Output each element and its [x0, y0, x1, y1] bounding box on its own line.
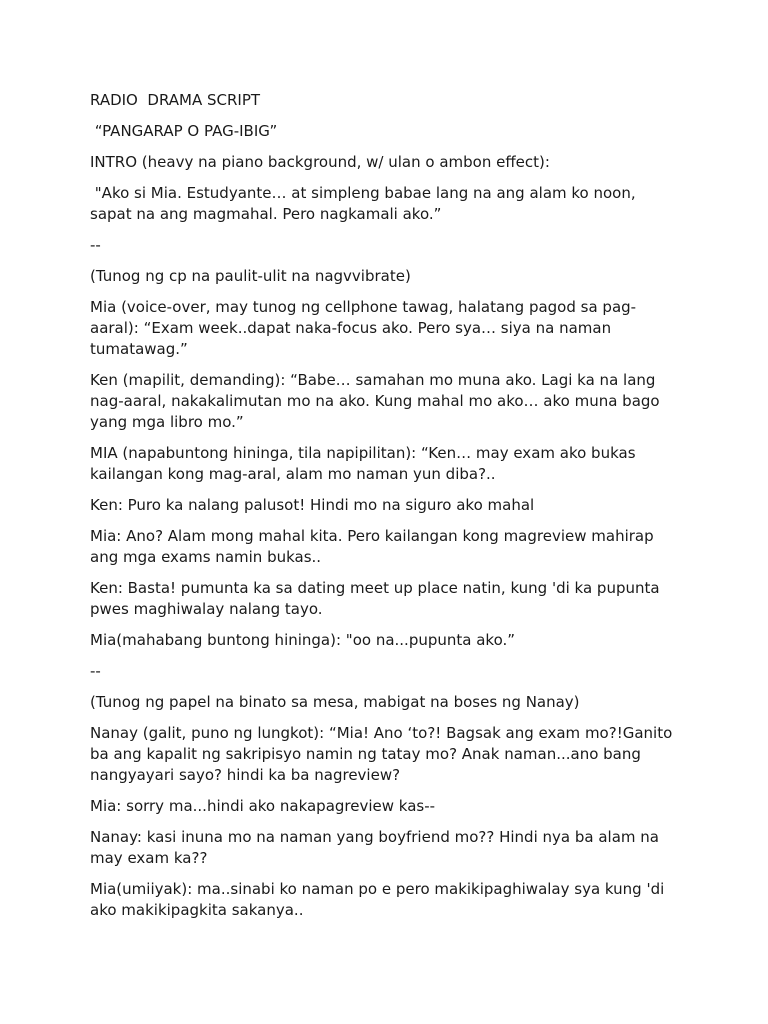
script-paragraph: MIA (napabuntong hininga, tila napipilitan): “Ken… may exam ako bukas kailangan kong mag-aral, alam mo naman yun diba?.. — [90, 444, 641, 483]
script-paragraph: (Tunog ng papel na binato sa mesa, mabigat na boses ng Nanay) — [90, 693, 580, 711]
scene-separator: -- — [90, 236, 101, 254]
script-paragraph: "Ako si Mia. Estudyante… at simpleng babae lang na ang alam ko noon, sapat na ang magmahal. Pero nagkamali ako.” — [90, 184, 641, 223]
script-paragraph: Mia: sorry ma...hindi ako nakapagreview kas-- — [90, 797, 436, 815]
script-body — [90, 90, 680, 931]
script-paragraph: INTRO (heavy na piano background, w/ ulan o ambon effect): — [90, 153, 550, 171]
script-paragraph: Mia(umiiyak): ma..sinabi ko naman po e pero makikipaghiwalay sya kung 'di ako makikipagkita sakanya.. — [90, 880, 670, 919]
script-paragraph: Ken: Puro ka nalang palusot! Hindi mo na siguro ako mahal — [90, 496, 535, 514]
script-paragraph: Mia: Ano? Alam mong mahal kita. Pero kailangan kong magreview mahirap ang mga exams namin bukas.. — [90, 527, 659, 566]
script-paragraph: Ken: Basta! pumunta ka sa dating meet up place natin, kung 'di ka pupunta pwes maghiwalay nalang tayo. — [90, 579, 665, 618]
scene-separator: -- — [90, 662, 101, 680]
script-paragraph: Nanay: kasi inuna mo na naman yang boyfriend mo?? Hindi nya ba alam na may exam ka?? — [90, 828, 664, 867]
script-paragraph: Nanay (galit, puno ng lungkot): “Mia! Ano ‘to?! Bagsak ang exam mo?!Ganito ba ang kapalit ng sakripisyo namin ng tatay mo? Anak naman...ano bang nangyayari sayo? hindi ka ba nagreview? — [90, 724, 678, 784]
script-paragraph: Mia(mahabang buntong hininga): "oo na...pupunta ako.” — [90, 631, 516, 649]
script-title: RADIO DRAMA SCRIPT — [90, 91, 261, 109]
script-subtitle: “PANGARAP O PAG-IBIG” — [90, 122, 278, 140]
script-paragraph: (Tunog ng cp na paulit-ulit na nagvvibrate) — [90, 267, 411, 285]
script-paragraph: Ken (mapilit, demanding): “Babe… samahan mo muna ako. Lagi ka na lang nag-aaral, nakakalimutan mo na ako. Kung mahal mo ako… ako muna bago yang mga libro mo.” — [90, 371, 665, 431]
script-paragraph: Mia (voice-over, may tunog ng cellphone tawag, halatang pagod sa pag-aaral): “Exam week..dapat naka-focus ako. Pero sya… siya na naman tumatawag.” — [90, 298, 637, 358]
